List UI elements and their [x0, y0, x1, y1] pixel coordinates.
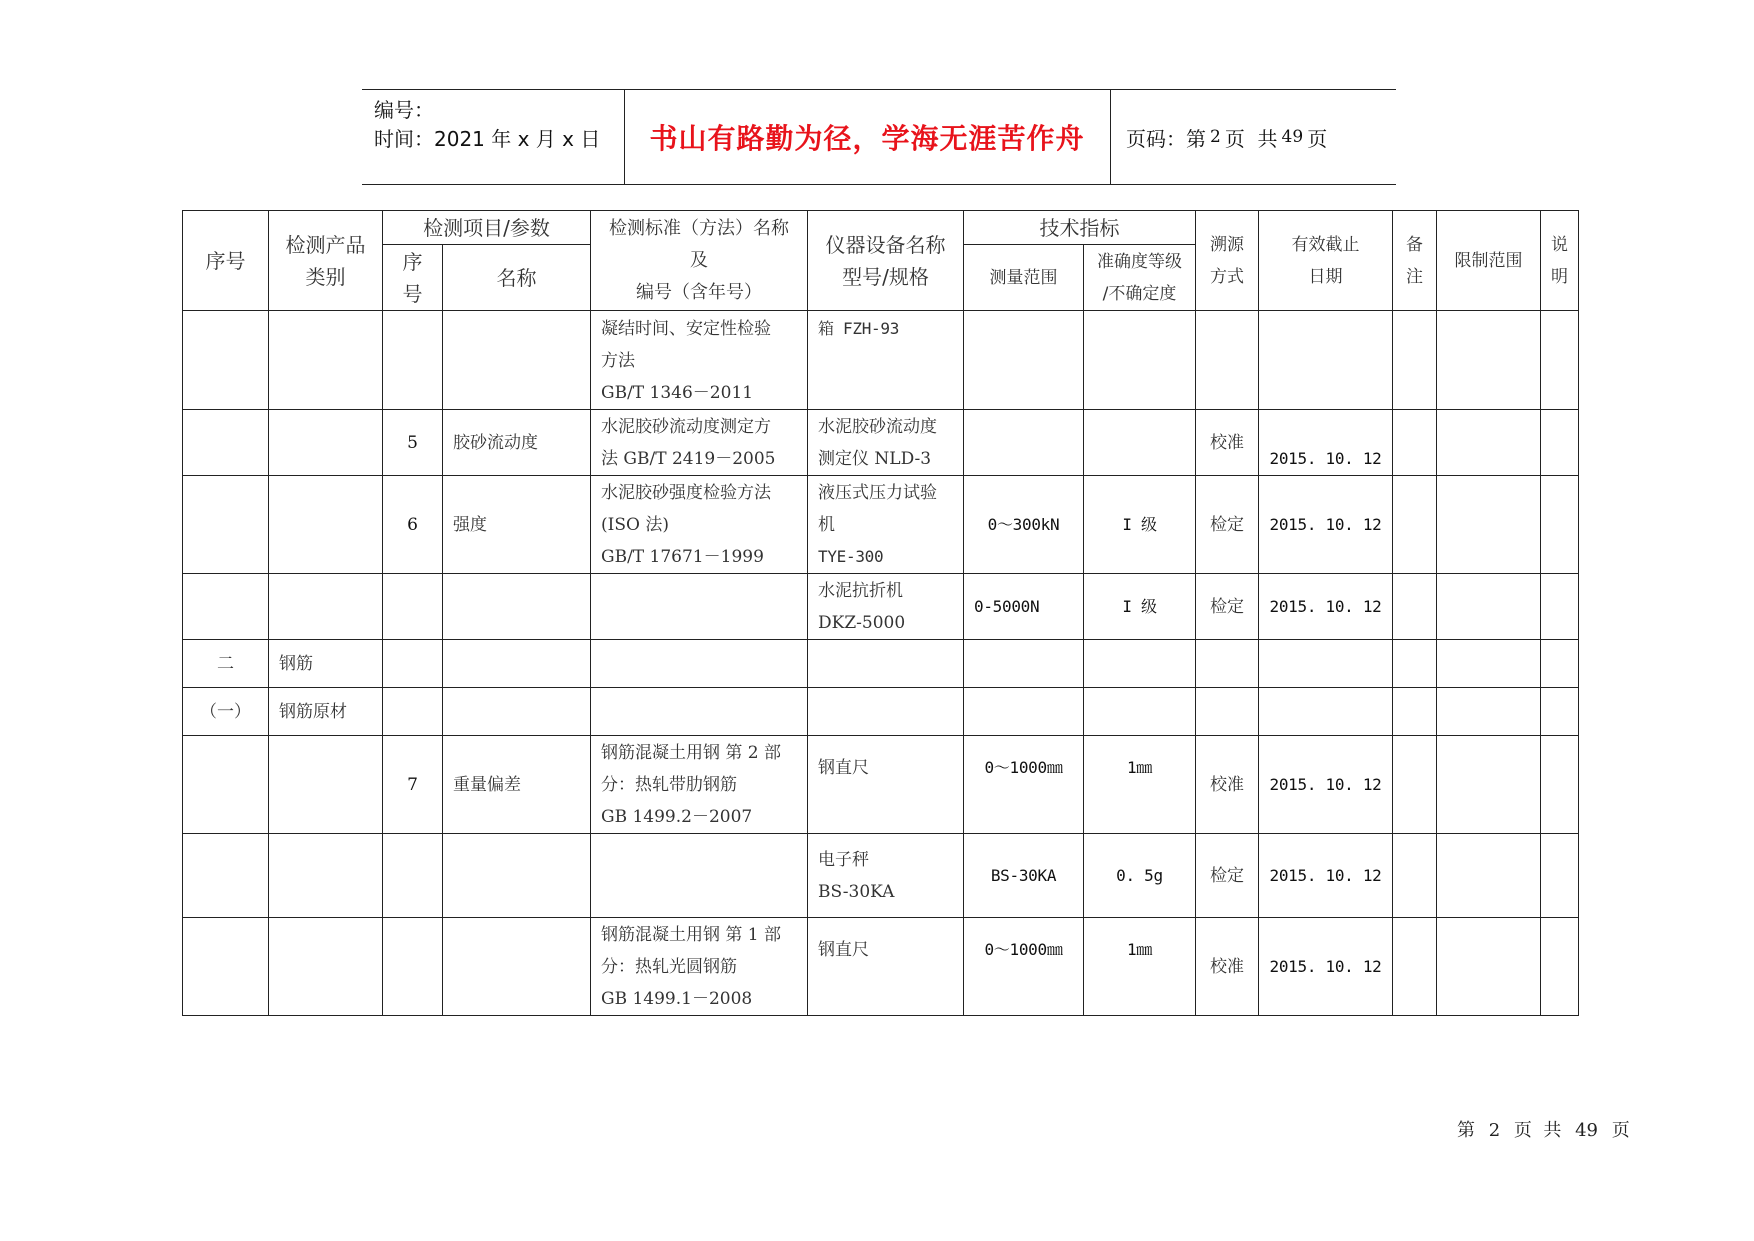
- footer-mid: 页 共: [1513, 1120, 1562, 1141]
- header-page-number: [1126, 90, 1327, 184]
- page-mid: 页 共: [1224, 126, 1278, 151]
- cell-range: [964, 640, 1084, 688]
- cell-accuracy: 0. 5g: [1084, 834, 1196, 918]
- cell-category: [269, 918, 383, 1016]
- header-instrument: [808, 211, 964, 311]
- cell-item-seq: [383, 688, 443, 736]
- cell-remark: [1393, 311, 1437, 410]
- header-trace-line: 方式: [1210, 266, 1244, 287]
- cell-trace: 检定: [1196, 834, 1259, 918]
- cell-limit: [1437, 476, 1541, 574]
- standard-line: 方法: [601, 351, 635, 371]
- cell-limit: [1437, 918, 1541, 1016]
- cell-standard: [591, 834, 808, 918]
- header-limit: 限制范围: [1437, 211, 1541, 311]
- header-category-line: 类别: [305, 264, 346, 289]
- cell-accuracy: [1084, 311, 1196, 410]
- cell-note: [1541, 640, 1579, 688]
- cell-item-name: [443, 834, 591, 918]
- cell-range: 0～300kN: [964, 476, 1084, 574]
- cell-item-seq: [383, 834, 443, 918]
- cell-valid: [1259, 311, 1393, 410]
- header-remark-line: 注: [1406, 266, 1423, 287]
- cell-category: 钢筋原材: [269, 688, 383, 736]
- cell-limit: [1437, 688, 1541, 736]
- cell-item-seq: [383, 640, 443, 688]
- cell-seq: [183, 311, 269, 410]
- cell-range: [964, 311, 1084, 410]
- cell-valid: 2015. 10. 12: [1259, 834, 1393, 918]
- cell-category: [269, 736, 383, 834]
- cell-instrument: [808, 688, 964, 736]
- cell-trace: 校准: [1196, 736, 1259, 834]
- cell-standard: [591, 476, 808, 574]
- instrument-line: 钢直尺: [818, 758, 869, 778]
- cell-range: 0～1000㎜: [964, 736, 1084, 834]
- table-row: [183, 311, 1579, 410]
- header-trace-line: 溯源: [1210, 234, 1244, 255]
- cell-valid: 2015. 10. 12: [1259, 476, 1393, 574]
- cell-standard: [591, 640, 808, 688]
- cell-item-name: [443, 311, 591, 410]
- standard-line: 分：热轧光圆钢筋: [601, 956, 737, 977]
- cell-limit: [1437, 834, 1541, 918]
- header-motto: 书山有路勤为径，学海无涯苦作舟: [649, 122, 1085, 155]
- cell-category: [269, 834, 383, 918]
- cell-category: [269, 574, 383, 640]
- cell-instrument: [808, 918, 964, 1016]
- cell-standard: [591, 688, 808, 736]
- cell-limit: [1437, 574, 1541, 640]
- cell-item-name: 强度: [443, 476, 591, 574]
- cell-note: [1541, 311, 1579, 410]
- cell-remark: [1393, 640, 1437, 688]
- header-accuracy-line: 准确度等级: [1097, 251, 1182, 272]
- instrument-line: 水泥抗折机: [818, 580, 903, 601]
- cell-instrument: [808, 834, 964, 918]
- cell-item-name: 胶砂流动度: [443, 410, 591, 476]
- cell-standard: [591, 311, 808, 410]
- cell-instrument: [808, 736, 964, 834]
- header-valid-line: 有效截止: [1291, 234, 1360, 255]
- cell-limit: [1437, 311, 1541, 410]
- cell-trace: [1196, 640, 1259, 688]
- cell-category: [269, 410, 383, 476]
- cell-note: [1541, 918, 1579, 1016]
- header-item-name: 名称: [443, 245, 591, 311]
- header-accuracy: [1084, 245, 1196, 311]
- cell-item-name: [443, 688, 591, 736]
- cell-limit: [1437, 410, 1541, 476]
- cell-remark: [1393, 574, 1437, 640]
- footer-prefix: 第: [1457, 1120, 1475, 1141]
- header-note: [1541, 211, 1579, 311]
- cell-remark: [1393, 410, 1437, 476]
- standard-line: 法 GB/T 2419－2005: [601, 448, 776, 469]
- footer-total-pages: 49: [1575, 1120, 1599, 1141]
- cell-accuracy: [1084, 410, 1196, 476]
- cell-item-seq: 5: [383, 410, 443, 476]
- cell-note: [1541, 410, 1579, 476]
- instrument-line: TYE-300: [818, 546, 884, 566]
- header-tech-group: 技术指标: [964, 211, 1196, 245]
- cell-limit: [1437, 736, 1541, 834]
- header-standard-line: 检测标准（方法）名称: [609, 217, 789, 239]
- header-item-seq-line: 序: [402, 249, 423, 274]
- header-standard-line: 编号（含年号）: [636, 281, 762, 303]
- cell-seq: [183, 476, 269, 574]
- standard-line: GB/T 17671－1999: [601, 546, 764, 567]
- page-current: 2: [1210, 127, 1221, 147]
- header-item-group: 检测项目/参数: [383, 211, 591, 245]
- cell-valid: [1259, 640, 1393, 688]
- header-remark-line: 备: [1406, 234, 1423, 255]
- cell-standard: [591, 736, 808, 834]
- instrument-line: 测定仪 NLD-3: [818, 448, 932, 469]
- header-instrument-line: 仪器设备名称: [825, 232, 946, 257]
- cell-trace: 检定: [1196, 476, 1259, 574]
- cell-seq: （一）: [183, 688, 269, 736]
- cell-item-name: 重量偏差: [443, 736, 591, 834]
- header-valid-line: 日期: [1308, 266, 1343, 287]
- cell-range: 0～1000㎜: [964, 918, 1084, 1016]
- standard-line: 分：热轧带肋钢筋: [601, 774, 737, 795]
- table-row: [183, 640, 1579, 688]
- inspection-table: [182, 210, 1579, 1016]
- cell-category: [269, 476, 383, 574]
- table-row: [183, 410, 1579, 476]
- header-category-line: 检测产品: [285, 232, 366, 257]
- standard-line: GB 1499.1－2008: [601, 988, 753, 1009]
- cell-item-name: [443, 640, 591, 688]
- cell-instrument: [808, 574, 964, 640]
- cell-accuracy: [1084, 640, 1196, 688]
- cell-instrument: [808, 410, 964, 476]
- cell-valid: 2015. 10. 12: [1259, 736, 1393, 834]
- page-total: 49: [1281, 127, 1304, 147]
- cell-note: [1541, 736, 1579, 834]
- cell-trace: 校准: [1196, 918, 1259, 1016]
- cell-remark: [1393, 834, 1437, 918]
- header-note-line: 说: [1551, 234, 1568, 255]
- header-accuracy-line: /不确定度: [1102, 283, 1177, 304]
- instrument-line: 电子秤: [818, 849, 869, 870]
- instrument-line: BS-30KA: [818, 881, 895, 902]
- cell-category: 钢筋: [269, 640, 383, 688]
- cell-limit: [1437, 640, 1541, 688]
- header-divider: [1110, 90, 1111, 184]
- cell-trace: 校准: [1196, 410, 1259, 476]
- instrument-line: 箱 FZH-93: [818, 319, 900, 338]
- header-standard: [591, 211, 808, 311]
- instrument-line: 机: [818, 514, 835, 535]
- cell-instrument: [808, 476, 964, 574]
- table-row: [183, 688, 1579, 736]
- header-category: [269, 211, 383, 311]
- cell-range: BS-30KA: [964, 834, 1084, 918]
- standard-line: 钢筋混凝土用钢 第 2 部: [601, 742, 782, 763]
- table-row: [183, 834, 1579, 918]
- cell-item-seq: 6: [383, 476, 443, 574]
- cell-seq: 二: [183, 640, 269, 688]
- cell-note: [1541, 574, 1579, 640]
- cell-item-seq: [383, 311, 443, 410]
- cell-item-seq: [383, 918, 443, 1016]
- cell-remark: [1393, 918, 1437, 1016]
- cell-item-seq: [383, 574, 443, 640]
- header-item-seq: [383, 245, 443, 311]
- cell-instrument: [808, 311, 964, 410]
- cell-seq: [183, 574, 269, 640]
- cell-range: 0-5000N: [964, 574, 1084, 640]
- header-meta: [374, 96, 600, 154]
- instrument-line: 水泥胶砂流动度: [818, 416, 937, 437]
- footer-current-page: 2: [1488, 1120, 1501, 1141]
- cell-item-seq: 7: [383, 736, 443, 834]
- page-footer: [1457, 1116, 1630, 1142]
- standard-line: GB 1499.2－2007: [601, 806, 753, 827]
- cell-seq: [183, 410, 269, 476]
- standard-line: (ISO 法): [601, 514, 669, 535]
- document-number-label: 编号：: [374, 98, 434, 122]
- header-note-line: 明: [1551, 266, 1568, 287]
- table-row: [183, 574, 1579, 640]
- instrument-line: DKZ-5000: [818, 612, 906, 633]
- standard-line: GB/T 1346－2011: [601, 383, 754, 403]
- standard-line: 钢筋混凝土用钢 第 1 部: [601, 924, 782, 945]
- cell-valid: 2015. 10. 12: [1259, 918, 1393, 1016]
- header-valid: [1259, 211, 1393, 311]
- cell-seq: [183, 834, 269, 918]
- header-trace: [1196, 211, 1259, 311]
- table-row: [183, 918, 1579, 1016]
- footer-suffix: 页: [1611, 1120, 1630, 1141]
- cell-item-name: [443, 918, 591, 1016]
- cell-valid: 2015. 10. 12: [1259, 574, 1393, 640]
- cell-remark: [1393, 476, 1437, 574]
- page-suffix: 页: [1307, 126, 1328, 151]
- instrument-line: 液压式压力试验: [818, 482, 937, 503]
- cell-valid: 2015. 10. 12: [1259, 410, 1393, 476]
- cell-remark: [1393, 736, 1437, 834]
- header-instrument-line: 型号/规格: [842, 264, 929, 289]
- standard-line: 水泥胶砂强度检验方法: [601, 482, 771, 503]
- header-remark: [1393, 211, 1437, 311]
- cell-accuracy: [1084, 688, 1196, 736]
- cell-accuracy: I 级: [1084, 574, 1196, 640]
- cell-seq: [183, 918, 269, 1016]
- cell-standard: [591, 574, 808, 640]
- page-prefix: 页码：第: [1126, 126, 1206, 151]
- header-standard-line: 及: [690, 249, 708, 271]
- cell-accuracy: 1㎜: [1084, 736, 1196, 834]
- header-seq: 序号: [183, 211, 269, 311]
- instrument-line: 钢直尺: [818, 940, 869, 960]
- cell-note: [1541, 834, 1579, 918]
- table-row: [183, 476, 1579, 574]
- document-time: 时间：2021 年 x 月 x 日: [374, 127, 601, 151]
- standard-line: 凝结时间、安定性检验: [601, 319, 771, 339]
- header-range: 测量范围: [964, 245, 1084, 311]
- header-item-seq-line: 号: [402, 281, 423, 306]
- cell-note: [1541, 688, 1579, 736]
- cell-valid: [1259, 688, 1393, 736]
- cell-remark: [1393, 688, 1437, 736]
- table-row: [183, 736, 1579, 834]
- cell-standard: [591, 918, 808, 1016]
- cell-category: [269, 311, 383, 410]
- standard-line: 水泥胶砂流动度测定方: [601, 416, 771, 437]
- cell-accuracy: I 级: [1084, 476, 1196, 574]
- cell-trace: [1196, 688, 1259, 736]
- cell-standard: [591, 410, 808, 476]
- cell-range: [964, 410, 1084, 476]
- cell-trace: 检定: [1196, 574, 1259, 640]
- cell-instrument: [808, 640, 964, 688]
- cell-accuracy: 1㎜: [1084, 918, 1196, 1016]
- cell-seq: [183, 736, 269, 834]
- cell-trace: [1196, 311, 1259, 410]
- cell-item-name: [443, 574, 591, 640]
- document-header: [362, 89, 1396, 185]
- cell-note: [1541, 476, 1579, 574]
- cell-range: [964, 688, 1084, 736]
